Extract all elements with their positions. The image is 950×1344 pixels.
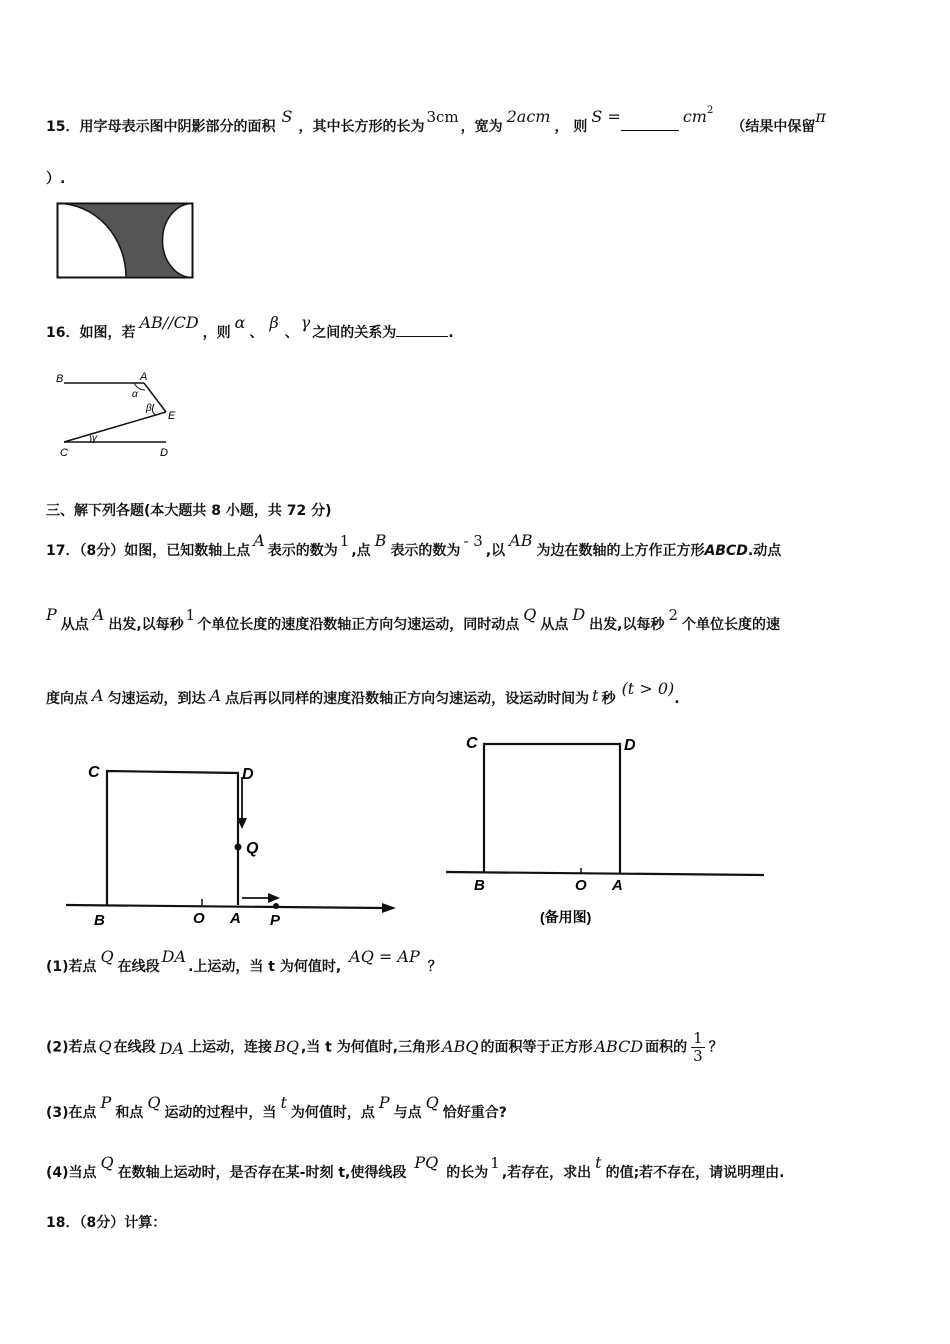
label-A: A [230, 910, 241, 927]
math-beta: β [269, 313, 279, 332]
section-heading-text: 三、解下列各题(本大题共 8 小题，共 72 分) [46, 503, 332, 519]
sub2-text: 的面积等于正方形 [480, 1039, 593, 1056]
sub4-text: 在数轴上运动时，是否存在某-时刻 t,使得线段 [117, 1165, 407, 1181]
label-B: B [94, 912, 105, 929]
math-A: A [92, 686, 104, 705]
math-B: B [374, 531, 387, 550]
math-S: S [281, 107, 293, 126]
q16-text: 16．如图，若 [46, 325, 136, 341]
sub1-text: .上运动，当 t 为何值时, [188, 959, 342, 975]
math-Q: Q [98, 1036, 112, 1056]
q18-text: 18．（8分）计算： [46, 1215, 167, 1231]
q17-line1 [46, 531, 782, 560]
label-A: A [612, 877, 623, 894]
sub1-text: 在线段 [117, 959, 160, 975]
q17-text: 匀速运动，到达 [107, 691, 206, 707]
q17-text: ,点 [351, 543, 371, 559]
sub2-text: ？ [708, 1039, 723, 1056]
label-O: O [193, 910, 205, 927]
math-DA: DA [161, 947, 187, 966]
q17-sub2 [46, 1030, 723, 1065]
label-beta: β [146, 403, 152, 414]
label-B: B [474, 877, 485, 894]
sub4-text: ,若存在，求出 [501, 1165, 592, 1181]
sub4-text: 的值;若不存在，请说明理由. [605, 1165, 785, 1181]
q15-figure [56, 202, 196, 282]
q16-figure [50, 368, 190, 460]
q17-text: 为边在数轴的上方作正方形 [536, 543, 705, 559]
sub3-text: 与点 [393, 1105, 422, 1121]
sub2-text: 在线段 [113, 1039, 156, 1056]
math-length: 3cm [426, 108, 459, 126]
q15-line1 [46, 105, 826, 136]
math-AQ-eq-AP: AQ = AP [349, 947, 420, 966]
math-1: 1 [185, 606, 196, 624]
sub3-text: 恰好重合? [442, 1105, 507, 1121]
math-P: P [100, 1093, 112, 1112]
math-A: A [209, 686, 222, 705]
math-DA: DA [159, 1038, 185, 1058]
q15-text: ）. [46, 171, 66, 187]
label-C: C [466, 735, 478, 752]
fraction-one-third [691, 1030, 705, 1065]
answer-blank [621, 130, 679, 131]
q16-text: 之间的关系为 [312, 325, 397, 341]
label-D: D [624, 737, 636, 754]
q17-text: 表示的数为 [267, 543, 338, 559]
label-D: D [160, 447, 168, 459]
sub3-text: (3)在点 [46, 1105, 97, 1121]
math-neg3: - 3 [463, 532, 483, 550]
math-width: 2acm [506, 107, 551, 126]
q17-text: 表示的数为 [390, 543, 461, 559]
q17-sub4 [46, 1153, 785, 1182]
math-alpha: α [234, 313, 246, 332]
math-D: D [572, 605, 586, 624]
q17-sub3 [46, 1093, 507, 1122]
math-Q: Q [100, 1153, 114, 1172]
math-A: A [253, 531, 265, 550]
q17-text: 出发,以每秒 [108, 617, 184, 633]
math-Q: Q [100, 947, 114, 966]
math-Q: Q [425, 1093, 439, 1112]
q17-text: ,以 [485, 543, 506, 559]
q16-text: . [448, 325, 454, 341]
math-S-eq: S = [591, 107, 621, 126]
label-B: B [56, 373, 64, 385]
q17-text: 秒 [601, 691, 616, 707]
q16-text: 、 [284, 325, 299, 341]
label-O: O [575, 877, 587, 894]
sub4-text: (4)当点 [46, 1165, 97, 1181]
sub1-text: ？ [427, 959, 442, 975]
label-alpha: α [132, 389, 138, 400]
sub1-text: (1)若点 [46, 959, 97, 975]
q17-line3 [46, 679, 680, 708]
label-C: C [88, 764, 100, 781]
q16-text: 、 [249, 325, 264, 341]
math-ABCD: ABCD [704, 543, 748, 559]
q17-text: 点后再以同样的速度沿数轴正方向匀速运动，设运动时间为 [225, 691, 590, 707]
q15-text: ，其中长方形的长为 [298, 119, 425, 135]
math-ABCD: ABCD [594, 1036, 644, 1056]
q17-text: 度向点 [46, 691, 88, 707]
math-PQ: PQ [414, 1153, 439, 1172]
math-A: A [92, 605, 105, 624]
sub4-text: 的长为 [446, 1165, 489, 1181]
label-P: P [270, 912, 281, 929]
math-unit: cm [682, 107, 707, 126]
math-ABQ: ABQ [442, 1036, 479, 1056]
label-Q: Q [246, 840, 259, 857]
sub3-text: 和点 [115, 1105, 144, 1121]
q17-text: 个单位长度的速度沿数轴正方向匀速运动，同时动点 [197, 617, 520, 633]
q17-text: 个单位长度的速 [682, 617, 781, 633]
math-sup: 2 [706, 105, 714, 116]
math-BQ: BQ [274, 1036, 299, 1056]
q15-text: ，宽为 [460, 119, 503, 135]
sub2-text: ,当 t 为何值时,三角形 [300, 1039, 441, 1056]
label-D: D [242, 766, 254, 783]
q17-text: 出发,以每秒 [589, 617, 665, 633]
q18-line [46, 1212, 166, 1232]
label-C: C [60, 447, 68, 459]
fraction-numerator: 1 [693, 1029, 703, 1047]
math-t: t [592, 686, 599, 705]
q15-text: ， 则 [554, 119, 588, 135]
math-2: 2 [668, 606, 679, 624]
sub3-text: 为何值时，点 [290, 1105, 375, 1121]
q15-text: （结果中保留 [731, 119, 816, 135]
label-gamma: γ [92, 433, 97, 444]
math-P: P [46, 605, 57, 624]
sub2-text: (2)若点 [46, 1039, 97, 1056]
q16-line [46, 313, 454, 342]
q17-text: 17．（8分）如图，已知数轴上点 [46, 543, 251, 559]
math-P: P [378, 1093, 390, 1112]
q17-sub1 [46, 947, 442, 976]
q17-figure [60, 755, 410, 930]
math-parallel: AB//CD [139, 313, 199, 332]
fraction-denominator: 3 [693, 1047, 703, 1065]
math-t-condition: (t > 0) [621, 679, 675, 698]
q16-text: ，则 [202, 325, 231, 341]
q17-text: 从点 [60, 617, 89, 633]
math-t: t [280, 1093, 287, 1112]
sub3-text: 运动的过程中，当 [164, 1105, 277, 1121]
answer-blank [396, 336, 448, 337]
label-E: E [168, 410, 176, 422]
q17-line2 [46, 605, 781, 634]
section-3-heading [46, 500, 332, 520]
sub2-text: 上运动，连接 [188, 1039, 273, 1056]
math-AB: AB [509, 531, 533, 550]
sub2-text: 面积的 [645, 1039, 688, 1056]
math-1: 1 [339, 532, 350, 550]
q15-line2 [46, 168, 65, 188]
math-pi: π [815, 107, 826, 126]
q15-text: 15．用字母表示图中阴影部分的面积 [46, 119, 276, 135]
math-Q: Q [147, 1093, 161, 1112]
math-t: t [595, 1153, 602, 1172]
q17-text: . [674, 691, 680, 707]
label-A: A [140, 371, 148, 383]
q17-text: .动点 [747, 543, 782, 559]
q17-backup-figure [444, 728, 774, 933]
q17-text: 从点 [540, 617, 569, 633]
figure-caption: (备用图) [540, 909, 592, 925]
math-Q: Q [523, 605, 537, 624]
math-gamma: γ [300, 313, 311, 332]
math-1: 1 [490, 1154, 500, 1172]
